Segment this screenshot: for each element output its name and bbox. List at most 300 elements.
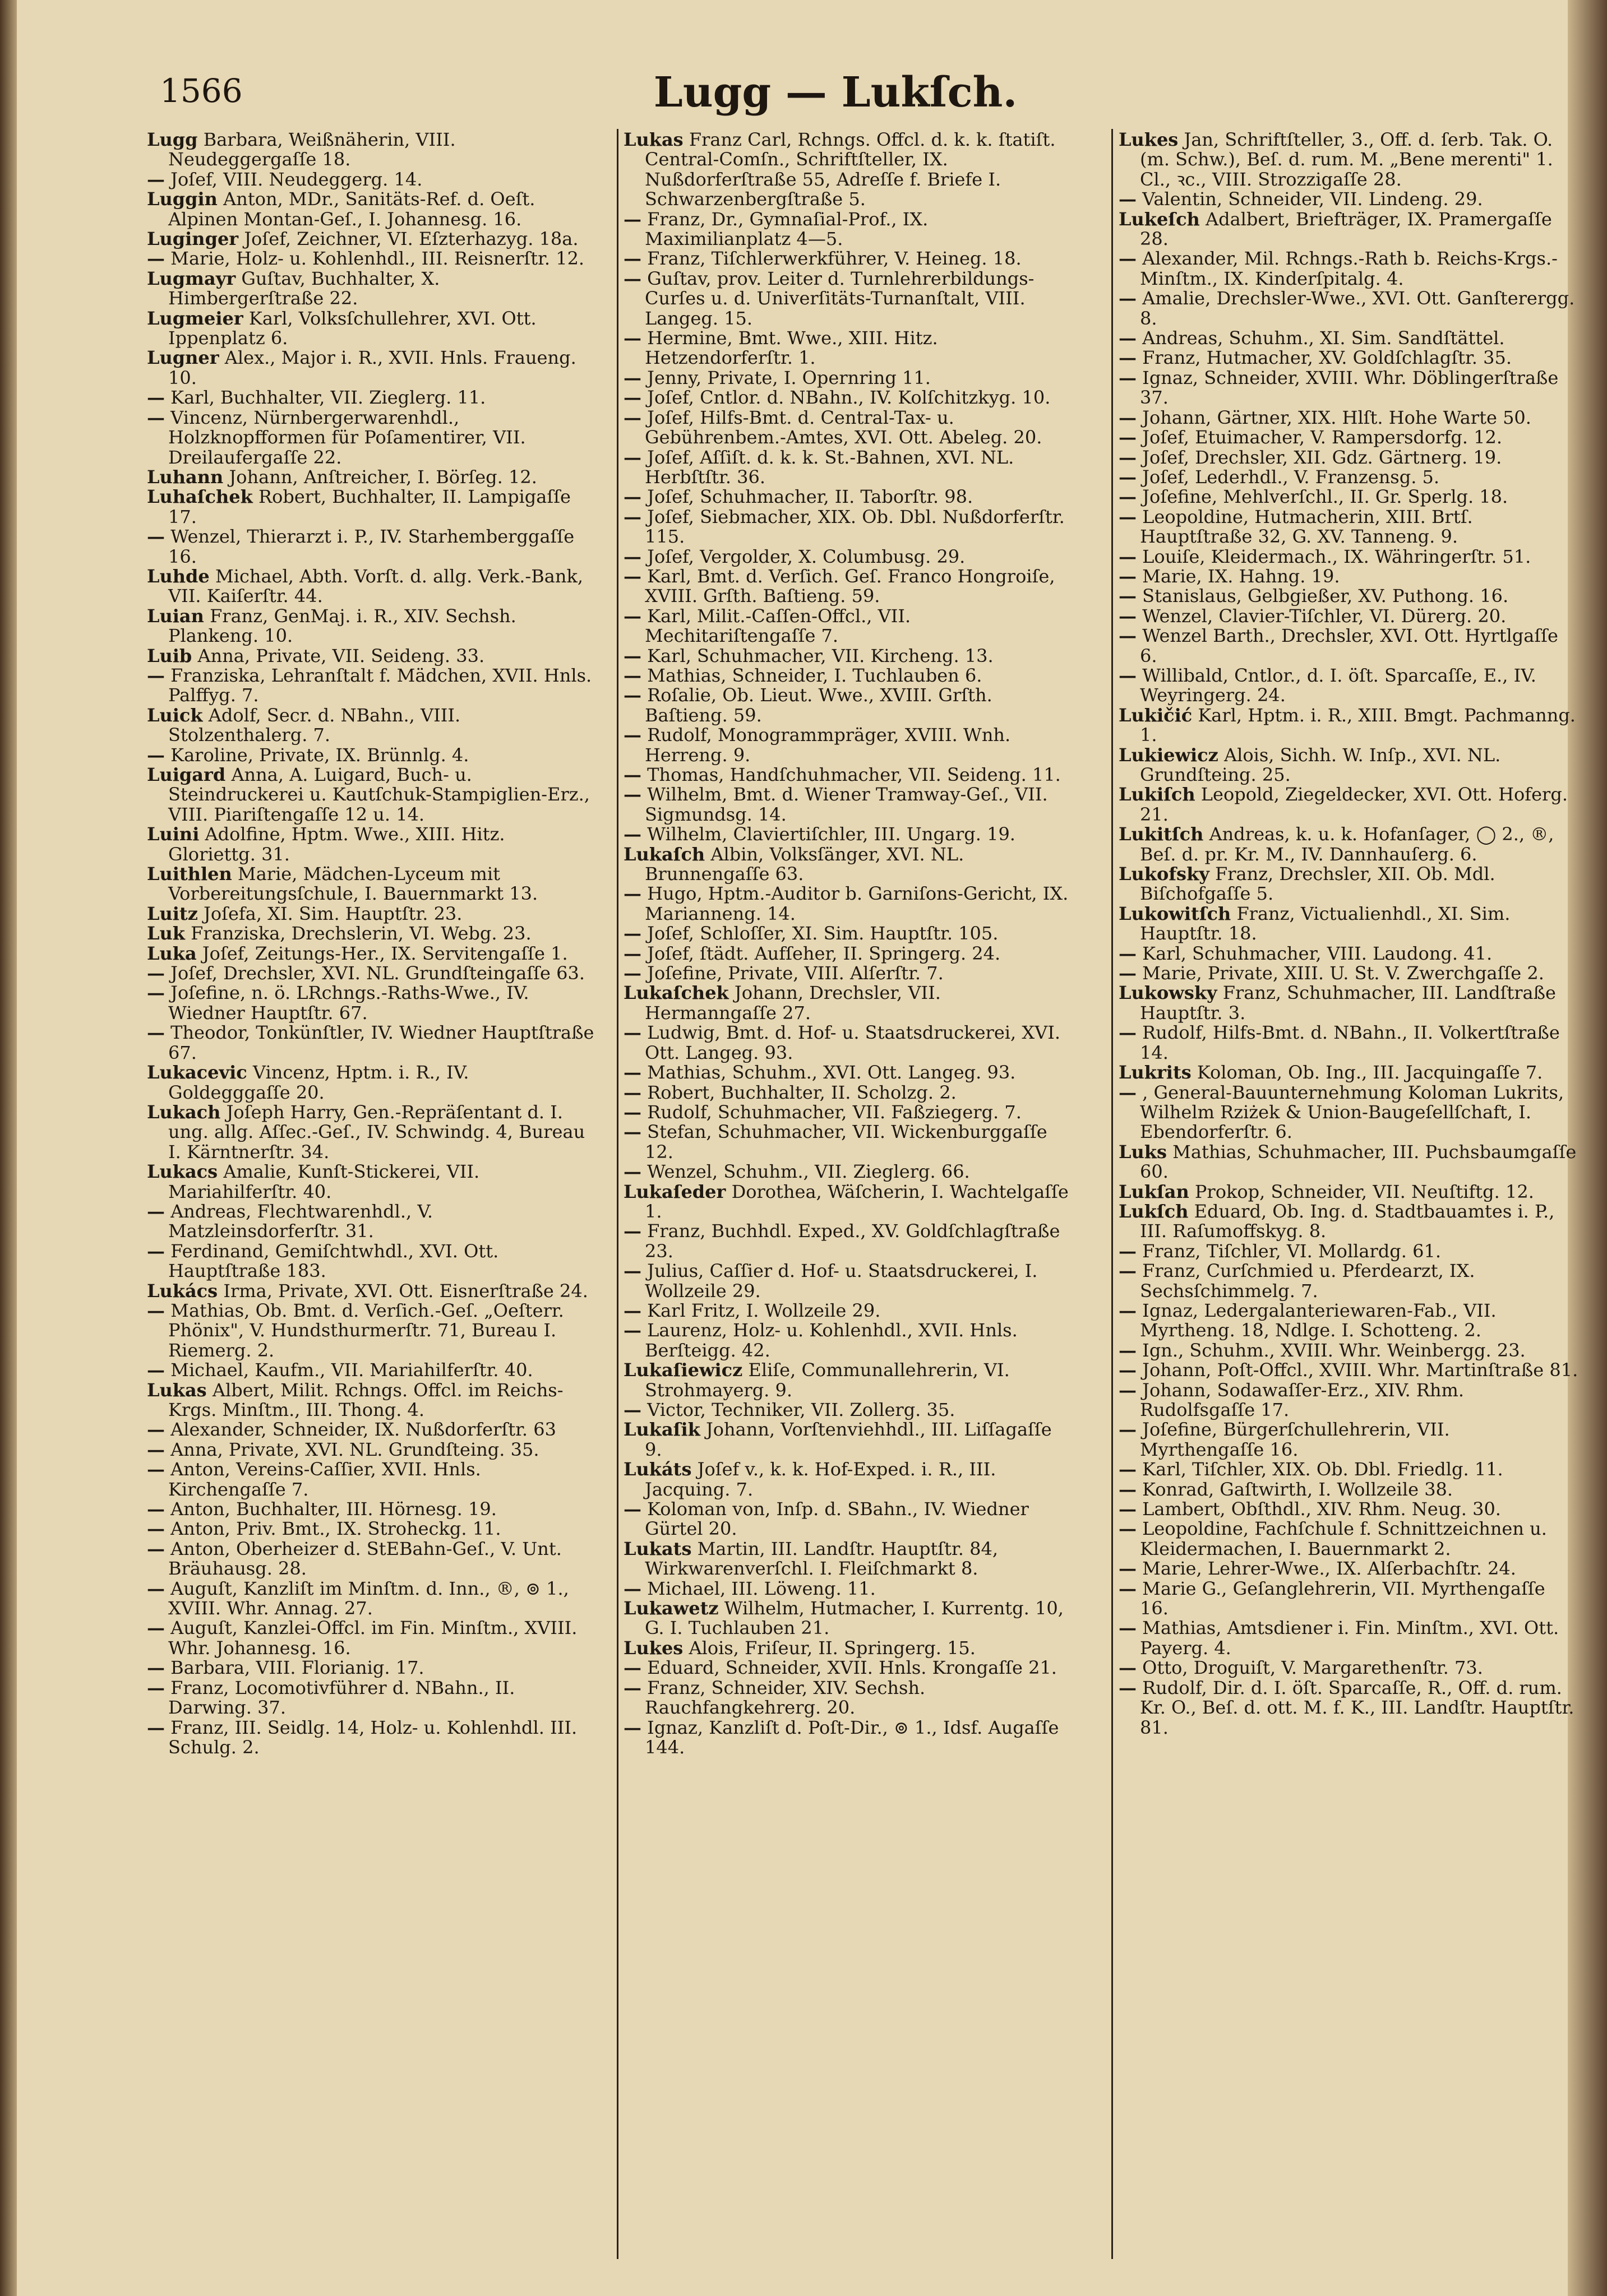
directory-entry: [1119, 626, 1578, 666]
entry-name: —: [624, 664, 641, 686]
directory-entry: [147, 229, 595, 249]
directory-entry: [147, 487, 595, 527]
directory-entry: [1119, 408, 1578, 428]
directory-entry: [1119, 547, 1578, 567]
entry-text: Anton, Priv. Bmt., IX. Stroheckg. 11.: [170, 1518, 501, 1540]
directory-entry: [1119, 567, 1578, 586]
column-rule: [1111, 129, 1113, 2259]
entry-name: Luib: [147, 645, 192, 666]
directory-entry: [147, 1618, 595, 1658]
entry-name: Lukiewicz: [1119, 744, 1218, 766]
entry-name: —: [624, 387, 641, 409]
entry-name: —: [624, 267, 641, 289]
entry-name: —: [1119, 605, 1137, 627]
directory-entry: [624, 765, 1072, 785]
entry-name: Lukaſiewicz: [624, 1359, 743, 1381]
entry-text: Joſef, Schuhmacher, II. Taborſtr. 98.: [647, 486, 973, 508]
entry-name: —: [147, 1200, 165, 1222]
column-3: [1119, 130, 1578, 2271]
entry-text: Franz, III. Seidlg. 14, Holz- u. Kohlenhdl. III. Schulg. 2.: [168, 1716, 578, 1758]
entry-text: Leopold, Ziegeldecker, XVI. Ott. Hoferg. 21.: [1140, 784, 1568, 825]
entry-text: Barbara, Weißnäherin, VIII. Neudeggergaſſe 18.: [168, 130, 456, 170]
entry-name: —: [1119, 1299, 1137, 1321]
entry-name: —: [1119, 327, 1137, 349]
entry-text: Anton, Oberheizer d. StEBahn-Geſ., V. Unt. Bräuhausg. 28.: [168, 1538, 562, 1580]
directory-entry: [624, 1460, 1072, 1499]
directory-entry: [624, 1301, 1072, 1321]
directory-entry: [1119, 1618, 1578, 1658]
entry-text: Joſeph Harry, Gen.-Repräſentant d. I. ung. allg. Aſſec.-Geſ., IV. Schwindg. 4, Bureau I. Kärntnerſtr. 34.: [168, 1101, 585, 1163]
directory-entry: [147, 825, 595, 864]
directory-entry: [1119, 1261, 1578, 1301]
directory-entry: [1119, 1360, 1578, 1380]
directory-entry: [147, 1460, 595, 1499]
entry-name: —: [1119, 506, 1137, 527]
directory-entry: [1119, 1658, 1578, 1678]
entry-text: Vincenz, Hptm. i. R., IV. Goldegggaſſe 20.: [168, 1062, 469, 1103]
entry-text: Prokop, Schneider, VII. Neuſtiftg. 12.: [1194, 1181, 1534, 1202]
directory-entry: [1119, 1301, 1578, 1341]
entry-name: —: [147, 1538, 165, 1559]
directory-entry: [1119, 785, 1578, 825]
directory-entry: [624, 785, 1072, 825]
entry-text: Rudolf, Monogrammpräger, XVIII. Wnh. Herreng. 9.: [645, 724, 1011, 766]
directory-entry: [147, 1381, 595, 1420]
entry-name: Lukacs: [147, 1161, 218, 1183]
entry-text: Joſef, Lederhdl., V. Franzensg. 5.: [1142, 466, 1440, 488]
entry-text: Marie G., Geſanglehrerin, VII. Myrthengaſſe 16.: [1140, 1577, 1545, 1619]
entry-name: —: [624, 784, 641, 806]
entry-text: Joſef, Zeitungs-Her., IX. Servitengaſſe 1.: [202, 942, 568, 964]
entry-name: —: [147, 248, 165, 270]
entry-name: —: [147, 1716, 165, 1738]
entry-text: Alois, Sichh. W. Inſp., XVI. NL. Grundſteing. 25.: [1140, 744, 1501, 785]
directory-entry: [1119, 1559, 1578, 1578]
directory-entry: [147, 1063, 595, 1103]
entry-name: —: [1119, 427, 1137, 448]
entry-name: Luhaſchek: [147, 486, 253, 508]
directory-entry: [624, 944, 1072, 964]
entry-name: —: [1119, 1022, 1137, 1044]
entry-text: Marie, Lehrer-Wwe., IX. Alſerbachſtr. 24.: [1142, 1558, 1516, 1580]
directory-entry: [147, 607, 595, 646]
directory-entry: [147, 904, 595, 924]
entry-text: Ignaz, Ledergalanteriewaren-Fab., VII. Myrtheng. 18, Ndlge. I. Schotteng. 2.: [1140, 1299, 1497, 1341]
directory-entry: [624, 607, 1072, 646]
entry-text: Koloman, Ob. Ing., III. Jacquingaſſe 7.: [1197, 1062, 1543, 1084]
entry-text: Michael, Kaufm., VII. Mariahilferſtr. 40.: [170, 1359, 533, 1381]
entry-name: —: [1119, 446, 1137, 468]
entry-text: Rudolf, Schuhmacher, VII. Faßziegerg. 7.: [647, 1101, 1022, 1123]
directory-entry: [147, 348, 595, 388]
entry-name: Lugner: [147, 347, 219, 369]
entry-name: —: [624, 248, 641, 270]
directory-entry: [147, 1103, 595, 1162]
entry-text: Karl, Buchhalter, VII. Zieglerg. 11.: [170, 387, 486, 409]
entry-text: , General-Bauunternehmung Koloman Lukrits, Wilhelm Rziżek & Union-Baugeſellſchaft, I. Ebendorferſtr. 6.: [1140, 1081, 1564, 1143]
directory-entry: [147, 646, 595, 666]
entry-text: Andreas, Schuhm., XI. Sim. Sandſtättel.: [1142, 327, 1505, 349]
entry-name: —: [1119, 248, 1137, 270]
entry-name: —: [1119, 486, 1137, 508]
entry-text: Stanislaus, Gelbgießer, XV. Puthong. 16.: [1142, 585, 1509, 607]
entry-name: Luick: [147, 704, 203, 726]
entry-name: Lukats: [624, 1538, 692, 1559]
entry-text: Karl, Schuhmacher, VII. Kircheng. 13.: [647, 645, 994, 666]
entry-text: Anton, MDr., Sanitäts-Ref. d. Oeſt. Alpinen Montan-Geſ., I. Johannesg. 16.: [168, 188, 535, 230]
directory-entry: [1119, 428, 1578, 447]
entry-text: Joſef, Siebmacher, XIX. Ob. Dbl. Nußdorferſtr. 115.: [645, 506, 1065, 548]
directory-entry: [624, 1678, 1072, 1718]
entry-text: Anna, Private, XVI. NL. Grundſteing. 35.: [170, 1438, 539, 1460]
directory-entry: [1119, 1083, 1578, 1142]
directory-entry: [624, 1539, 1072, 1579]
entry-text: Franz, Hutmacher, XV. Goldſchlagſtr. 35.: [1142, 347, 1512, 369]
directory-entry: [147, 388, 595, 408]
entry-text: Anton, Buchhalter, III. Hörnesg. 19.: [170, 1498, 497, 1520]
entry-text: Robert, Buchhalter, II. Scholzg. 2.: [647, 1081, 957, 1103]
directory-entry: [1119, 348, 1578, 368]
directory-entry: [624, 1658, 1072, 1678]
entry-name: —: [624, 923, 641, 945]
entry-name: —: [624, 1498, 641, 1520]
entry-text: Adolfine, Hptm. Wwe., XIII. Hitz. Gloriettg. 31.: [168, 823, 505, 865]
entry-name: —: [1119, 367, 1137, 388]
entry-text: Wilhelm, Bmt. d. Wiener Tramway-Geſ., VII. Sigmundsg. 14.: [645, 784, 1048, 825]
directory-entry: [147, 1519, 595, 1539]
directory-entry: [1119, 448, 1578, 467]
entry-name: Lukičić: [1119, 704, 1193, 726]
entry-name: Lukas: [147, 1379, 207, 1401]
entry-text: Joſef v., k. k. Hof-Exped. i. R., III. Jacquing. 7.: [645, 1459, 996, 1500]
entry-text: Marie, Mädchen-Lyceum mit Vorbereitungsſchule, I. Bauernmarkt 13.: [168, 863, 538, 905]
entry-name: —: [624, 208, 641, 230]
entry-text: Karl, Milit.-Caſſen-Offcl., VII. Mechitariſtengaſſe 7.: [645, 605, 911, 647]
entry-name: Luhde: [147, 565, 210, 587]
entry-text: Rudolf, Dir. d. I. öſt. Sparcaſſe, R., Off. d. rum. Kr. O., Beſ. d. ott. M. f. K., III. Landſtr. Hauptſtr. 81.: [1140, 1677, 1574, 1738]
entry-name: —: [147, 664, 165, 686]
directory-entry: [624, 686, 1072, 725]
entry-name: —: [624, 605, 641, 627]
entry-name: —: [624, 962, 641, 984]
entry-text: Karl, Tiſchler, XIX. Ob. Dbl. Friedlg. 11.: [1142, 1459, 1503, 1480]
entry-name: —: [624, 1121, 641, 1143]
directory-entry: [1119, 1242, 1578, 1261]
entry-name: —: [624, 1577, 641, 1599]
entry-text: Karl, Hptm. i. R., XIII. Bmgt. Pachmanng. 1.: [1140, 704, 1576, 746]
entry-name: —: [147, 962, 165, 984]
entry-name: —: [147, 744, 165, 766]
entry-text: Theodor, Tonkünſtler, IV. Wiedner Hauptſtraße 67.: [168, 1022, 594, 1063]
entry-name: Lukiſch: [1119, 784, 1195, 806]
directory-entry: [147, 1162, 595, 1202]
directory-entry: [1119, 983, 1578, 1023]
entry-name: —: [624, 1320, 641, 1341]
entry-name: —: [624, 327, 641, 349]
entry-text: Karl, Volksſchullehrer, XVI. Ott. Ippenplatz 6.: [168, 307, 537, 349]
directory-entry: [147, 1301, 595, 1360]
directory-entry: [147, 706, 595, 746]
entry-text: Konrad, Gaſtwirth, I. Wollzeile 38.: [1142, 1478, 1453, 1500]
directory-entry: [624, 567, 1072, 607]
entry-name: —: [147, 168, 165, 190]
entry-text: Joſefa, XI. Sim. Hauptſtr. 23.: [204, 902, 463, 924]
directory-entry: [1119, 487, 1578, 507]
directory-entry: [624, 1221, 1072, 1261]
entry-text: Willibald, Cntlor., d. I. öſt. Sparcaſſe, E., IV. Weyringerg. 24.: [1140, 664, 1536, 706]
directory-entry: [147, 765, 595, 825]
directory-entry: [624, 1321, 1072, 1360]
entry-name: —: [624, 764, 641, 785]
entry-text: Hugo, Hptm.-Auditor b. Garniſons-Gericht, IX. Marianneng. 14.: [645, 883, 1069, 924]
entry-name: —: [624, 1022, 641, 1044]
directory-entry: [147, 1718, 595, 1758]
entry-name: Luian: [147, 605, 204, 627]
entry-text: Franz, Curſchmied u. Pferdearzt, IX. Sechsſchimmelg. 7.: [1140, 1260, 1475, 1302]
directory-entry: [624, 1638, 1072, 1658]
entry-name: Lukáts: [624, 1459, 692, 1480]
entry-name: Lukitſch: [1119, 823, 1204, 845]
directory-entry: [624, 130, 1072, 210]
entry-name: —: [624, 506, 641, 527]
entry-text: Karoline, Private, IX. Brünnlg. 4.: [170, 744, 469, 766]
entry-name: —: [1119, 347, 1137, 369]
page-number: 1566: [160, 72, 243, 110]
entry-text: Robert, Buchhalter, II. Lampigaſſe 17.: [168, 486, 571, 527]
entry-text: Wenzel, Schuhm., VII. Zieglerg. 66.: [647, 1161, 970, 1183]
directory-entry: [147, 1678, 595, 1718]
entry-name: —: [1119, 288, 1137, 309]
entry-text: Mathias, Schuhmacher, III. Puchsbaumgaſſe 60.: [1140, 1141, 1577, 1183]
directory-entry: [624, 448, 1072, 488]
directory-entry: [1119, 1142, 1578, 1182]
entry-name: Luks: [1119, 1141, 1167, 1163]
entry-name: —: [1119, 1379, 1137, 1401]
running-head: Lugg — Lukſch.: [653, 68, 1018, 117]
entry-text: Joſef, Cntlor. d. NBahn., IV. Kolſchitzkyg. 10.: [647, 387, 1051, 409]
entry-text: Karl, Bmt. d. Verſich. Geſ. Franco Hongroiſe, XVIII. Grſth. Baſtieng. 59.: [645, 565, 1055, 607]
directory-entry: [624, 983, 1072, 1023]
entry-name: —: [624, 684, 641, 706]
column-rule: [617, 129, 618, 2259]
entry-name: —: [147, 1498, 165, 1520]
entry-text: Vincenz, Nürnbergerwarenhdl., Holzknopfformen für Poſamentirer, VII. Dreilaufergaſſe 22.: [168, 406, 526, 468]
entry-text: Michael, Abth. Vorſt. d. allg. Verk.-Bank, VII. Kaiſerſtr. 44.: [168, 565, 583, 607]
entry-name: Luggin: [147, 188, 218, 210]
entry-name: —: [1119, 565, 1137, 587]
entry-text: Albin, Volksſänger, XVI. NL. Brunnengaſſe 63.: [645, 843, 964, 885]
directory-entry: [624, 884, 1072, 924]
directory-entry: [1119, 1381, 1578, 1420]
entry-name: —: [1119, 1260, 1137, 1282]
entry-name: Lukrits: [1119, 1062, 1192, 1084]
entry-name: Luk: [147, 923, 185, 945]
directory-entry: [624, 328, 1072, 368]
entry-text: Eliſe, Communallehrerin, VI. Strohmayerg. 9.: [645, 1359, 1010, 1401]
directory-entry: [624, 1400, 1072, 1420]
entry-name: Lukach: [147, 1101, 221, 1123]
entry-text: Alois, Friſeur, II. Springerg. 15.: [689, 1637, 976, 1659]
entry-name: —: [624, 1399, 641, 1420]
entry-text: Franziska, Lehranſtalt f. Mädchen, XVII. Hnls. Palffyg. 7.: [168, 664, 592, 706]
entry-name: —: [1119, 1657, 1137, 1679]
directory-entry: [624, 1063, 1072, 1082]
entry-name: Lukſch: [1119, 1200, 1189, 1222]
directory-entry: [147, 130, 595, 170]
entry-text: Wenzel Barth., Drechsler, XVI. Ott. Hyrtlgaſſe 6.: [1140, 625, 1558, 666]
entry-text: Marie, Private, XIII. U. St. V. Zwerchgaſſe 2.: [1142, 962, 1544, 984]
entry-name: Lukes: [1119, 130, 1179, 150]
entry-text: Valentin, Schneider, VII. Lindeng. 29.: [1142, 188, 1483, 210]
entry-name: —: [624, 486, 641, 508]
entry-text: Johann, Sodawaſſer-Erz., XIV. Rhm. Rudolfsgaſſe 17.: [1140, 1379, 1464, 1420]
directory-entry: [1119, 586, 1578, 606]
entry-text: Thomas, Handſchuhmacher, VII. Seideng. 11.: [647, 764, 1061, 785]
entry-name: —: [624, 1677, 641, 1698]
entry-name: —: [624, 545, 641, 567]
entry-name: Luka: [147, 942, 197, 964]
directory-entry: [1119, 1202, 1578, 1242]
entry-text: Adolf, Secr. d. NBahn., VIII. Stolzenthalerg. 7.: [168, 704, 461, 746]
entry-text: Joſef, Aſſiſt. d. k. k. St.-Bahnen, XVI. NL. Herbſtſtr. 36.: [645, 446, 1014, 488]
entry-text: Alex., Major i. R., XVII. Hnls. Fraueng. 10.: [168, 347, 576, 388]
entry-name: —: [1119, 1617, 1137, 1639]
entry-text: Julius, Caſſier d. Hof- u. Staatsdruckerei, I. Wollzeile 29.: [645, 1260, 1038, 1302]
directory-entry: [1119, 964, 1578, 983]
entry-text: Franz, Victualienhdl., XI. Sim. Hauptſtr. 18.: [1140, 902, 1511, 945]
entry-name: Luitz: [147, 902, 198, 924]
entry-name: —: [1119, 188, 1137, 210]
entry-name: Lugmeier: [147, 307, 243, 329]
entry-text: Anna, Private, VII. Seideng. 33.: [197, 645, 485, 666]
entry-name: Lugmayr: [147, 267, 236, 289]
directory-entry: [147, 983, 595, 1023]
entry-text: Franz, Dr., Gymnaſial-Prof., IX. Maximilianplatz 4—5.: [645, 208, 929, 250]
entry-text: Joſef, Zeichner, VI. Eſzterhazyg. 18a.: [244, 228, 579, 250]
entry-text: Joſefine, Mehlverſchl., II. Gr. Sperlg. 18.: [1142, 486, 1508, 508]
entry-name: —: [1119, 1459, 1137, 1480]
entry-text: Joſef, Drechsler, XVI. NL. Grundſteingaſſe 63.: [170, 962, 585, 984]
directory-entry: [1119, 1063, 1578, 1082]
entry-name: —: [1119, 406, 1137, 428]
entry-text: Barbara, VIII. Florianig. 17.: [170, 1657, 424, 1679]
entry-text: Leopoldine, Fachſchule f. Schnittzeichnen u. Kleidermachen, I. Bauernmarkt 2.: [1140, 1518, 1547, 1559]
entry-text: Franz, Buchhdl. Exped., XV. Goldſchlagſtraße 23.: [645, 1220, 1060, 1262]
entry-name: Lukeſch: [1119, 208, 1200, 230]
entry-text: Adalbert, Briefträger, IX. Pramergaſſe 28.: [1140, 208, 1552, 250]
entry-text: Franziska, Drechslerin, VI. Webg. 23.: [191, 923, 532, 945]
entry-name: —: [147, 1299, 165, 1321]
entry-text: Eduard, Schneider, XVII. Hnls. Krongaſſe 21.: [647, 1657, 1057, 1679]
directory-entry: [147, 944, 595, 964]
directory-entry: [624, 1599, 1072, 1638]
directory-entry: [1119, 1420, 1578, 1460]
directory-entry: [1119, 1499, 1578, 1519]
directory-entry: [1119, 1460, 1578, 1479]
entry-name: —: [1119, 942, 1137, 964]
entry-name: Lukaſchek: [624, 982, 729, 1004]
entry-text: Joſefine, Private, VIII. Alſerſtr. 7.: [647, 962, 944, 984]
entry-name: —: [147, 1577, 165, 1599]
entry-name: —: [624, 1716, 641, 1738]
directory-entry: [624, 249, 1072, 269]
entry-name: Lukaſeder: [624, 1181, 726, 1202]
directory-entry: [1119, 289, 1578, 328]
entry-text: Hermine, Bmt. Wwe., XIII. Hitz. Hetzendorferſtr. 1.: [645, 327, 938, 369]
directory-entry: [147, 666, 595, 706]
entry-name: —: [1119, 1498, 1137, 1520]
directory-entry: [624, 1162, 1072, 1182]
entry-text: Victor, Techniker, VII. Zollerg. 35.: [647, 1399, 955, 1420]
directory-entry: [624, 507, 1072, 547]
entry-name: —: [1119, 545, 1137, 567]
entry-name: —: [1119, 1339, 1137, 1361]
entry-name: —: [624, 1260, 641, 1282]
directory-entry: [624, 1261, 1072, 1301]
directory-entry: [147, 467, 595, 487]
entry-name: Lukowitſch: [1119, 902, 1231, 924]
entry-text: Franz, Locomotivführer d. NBahn., II. Darwing. 37.: [168, 1677, 515, 1719]
directory-entry: [1119, 666, 1578, 706]
directory-entry: [1119, 1480, 1578, 1499]
entry-name: —: [1119, 1677, 1137, 1698]
entry-text: Laurenz, Holz- u. Kohlenhdl., XVII. Hnls. Berſteigg. 42.: [645, 1320, 1018, 1361]
column-1: [147, 130, 595, 2271]
entry-text: Anna, A. Luigard, Buch- u. Steindruckerei u. Kautſchuk-Stampiglien-Erz., VIII. Piariſtengaſſe 12 u. 14.: [168, 764, 590, 825]
directory-entry: [1119, 210, 1578, 249]
entry-name: —: [147, 1518, 165, 1540]
entry-name: —: [147, 1617, 165, 1639]
directory-entry: [147, 924, 595, 943]
directory-entry: [624, 547, 1072, 567]
entry-text: Joſef, Hilfs-Bmt. d. Central-Tax- u. Gebührenbem.-Amtes, XVI. Ott. Abeleg. 20.: [645, 406, 1042, 448]
entry-text: Johann, Drechsler, VII. Hermanngaſſe 27.: [645, 982, 941, 1024]
directory-entry: [1119, 189, 1578, 209]
entry-name: —: [1119, 625, 1137, 647]
entry-text: Andreas, Flechtwarenhdl., V. Matzleinsdorferſtr. 31.: [168, 1200, 433, 1242]
directory-entry: [147, 408, 595, 467]
entry-name: —: [147, 982, 165, 1004]
directory-entry: [1119, 328, 1578, 348]
entry-name: —: [624, 446, 641, 468]
entry-name: —: [147, 1657, 165, 1679]
entry-name: Luginger: [147, 228, 239, 250]
entry-name: —: [147, 1677, 165, 1698]
directory-entry: [624, 1718, 1072, 1758]
directory-entry: [624, 845, 1072, 885]
entry-name: Lukowsky: [1119, 982, 1217, 1004]
entry-name: Lukawetz: [624, 1598, 719, 1619]
directory-entry: [624, 269, 1072, 328]
entry-name: —: [624, 1299, 641, 1321]
entry-text: Mathias, Schneider, I. Tuchlauben 6.: [647, 664, 982, 686]
entry-name: —: [1119, 466, 1137, 488]
directory-entry: [624, 487, 1072, 507]
directory-entry: [147, 1420, 595, 1439]
directory-entry: [147, 964, 595, 983]
directory-entry: [147, 1281, 595, 1301]
directory-entry: [1119, 1678, 1578, 1738]
entry-text: Alexander, Schneider, IX. Nußdorferſtr. 63: [170, 1419, 556, 1441]
entry-name: Lugg: [147, 130, 198, 150]
directory-entry: [147, 1202, 595, 1242]
directory-entry: [1119, 607, 1578, 626]
directory-entry: [147, 189, 595, 229]
entry-name: —: [624, 1101, 641, 1123]
directory-entry: [147, 567, 595, 607]
directory-entry: [624, 964, 1072, 983]
entry-text: Joſef, VIII. Neudeggerg. 14.: [170, 168, 423, 190]
